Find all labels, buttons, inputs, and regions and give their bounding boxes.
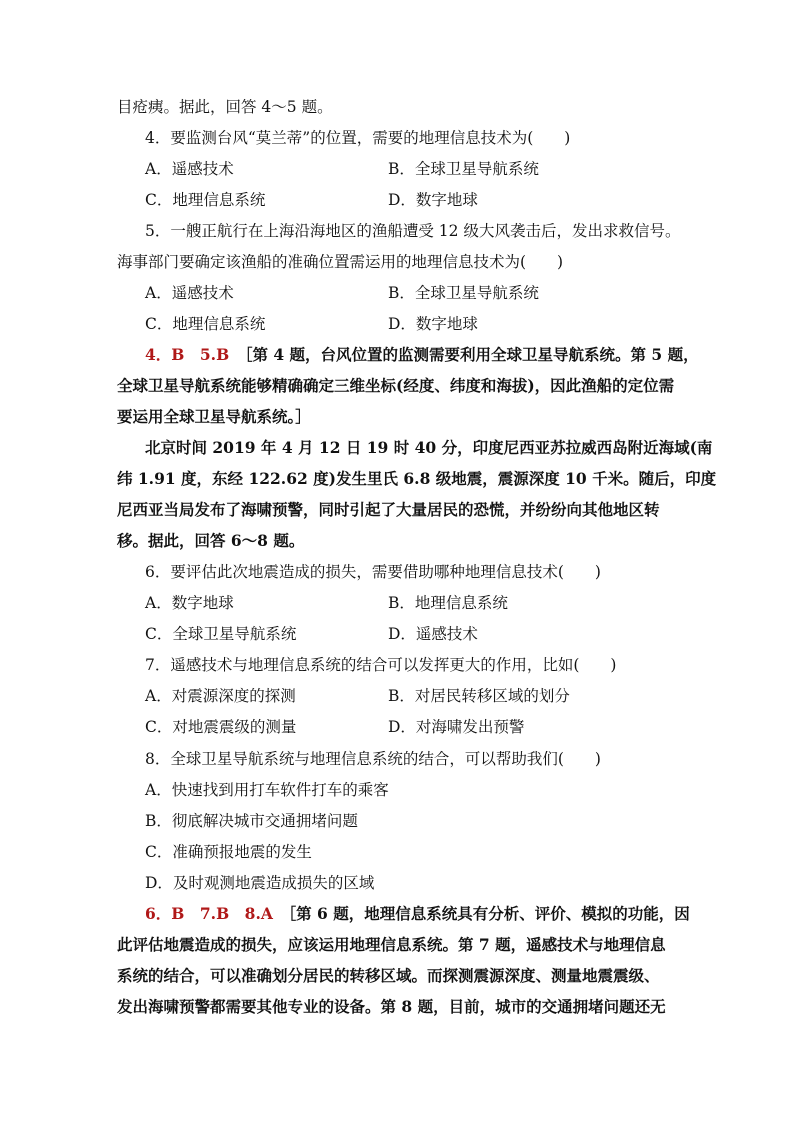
- option-4a: A．遥感技术: [145, 160, 234, 178]
- answer-explanation-6-8-start: ［第 6 题，地理信息系统具有分析、评价、模拟的功能，因: [288, 904, 690, 923]
- option-8d: D．及时观测地震造成损失的区域: [145, 874, 375, 892]
- option-5d: D．数字地球: [388, 315, 478, 333]
- answer-6-8-line-4: 发出海啸预警都需要其他专业的设备。第 8 题，目前，城市的交通拥堵问题还无: [117, 997, 666, 1016]
- passage-2-line-2: 纬 1.91 度，东经 122.62 度)发生里氏 6.8 级地震，震源深度 10 千米。随后，印度: [117, 469, 717, 488]
- question-5-line-2: 海事部门要确定该渔船的准确位置需运用的地理信息技术为( ): [117, 253, 564, 271]
- option-8c: C．准确预报地震的发生: [145, 843, 312, 861]
- question-6: 6．要评估此次地震造成的损失，需要借助哪种地理信息技术( ): [145, 563, 601, 581]
- question-7: 7．遥感技术与地理信息系统的结合可以发挥更大的作用，比如( ): [145, 656, 617, 674]
- answer-key-4-5: 4．B 5.B: [145, 345, 230, 364]
- option-7a: A．对震源深度的探测: [145, 687, 296, 705]
- passage-2-line-4: 移。据此，回答 6～8 题。: [117, 531, 305, 550]
- option-6b: B．地理信息系统: [388, 594, 508, 612]
- option-5b: B．全球卫星导航系统: [388, 284, 539, 302]
- passage-2-line-3: 尼西亚当局发布了海啸预警，同时引起了大量居民的恐慌，并纷纷向其他地区转: [117, 500, 660, 519]
- answer-4-5-line-1: [145, 344, 705, 366]
- option-5c: C．地理信息系统: [145, 315, 266, 333]
- passage-2-line-1: 北京时间 2019 年 4 月 12 日 19 时 40 分，印度尼西亚苏拉威西岛附近海域(南: [145, 438, 713, 457]
- option-4c: C．地理信息系统: [145, 191, 266, 209]
- question-8: 8．全球卫星导航系统与地理信息系统的结合，可以帮助我们( ): [145, 750, 601, 768]
- question-4: 4．要监测台风“莫兰蒂”的位置，需要的地理信息技术为( ): [145, 129, 571, 147]
- answer-6-8-line-3: 系统的结合，可以准确划分居民的转移区域。而探测震源深度、测量地震震级、: [117, 966, 660, 985]
- option-6d: D．遥感技术: [388, 625, 478, 643]
- option-7b: B．对居民转移区域的划分: [388, 687, 570, 705]
- option-4d: D．数字地球: [388, 191, 478, 209]
- option-6a: A．数字地球: [145, 594, 234, 612]
- option-7c: C．对地震震级的测量: [145, 718, 297, 736]
- option-8b: B．彻底解决城市交通拥堵问题: [145, 812, 358, 830]
- answer-6-8-line-2: 此评估地震造成的损失，应该运用地理信息系统。第 7 题，遥感技术与地理信息: [117, 935, 666, 954]
- option-8a: A．快速找到用打车软件打车的乘客: [145, 781, 389, 799]
- answer-4-5-line-3: 要运用全球卫星导航系统。］: [117, 407, 311, 426]
- option-4b: B．全球卫星导航系统: [388, 160, 539, 178]
- question-5-line-1: 5．一艘正航行在上海沿海地区的渔船遭受 12 级大风袭击后，发出求救信号。: [145, 222, 681, 240]
- option-6c: C．全球卫星导航系统: [145, 625, 297, 643]
- answer-4-5-line-2: 全球卫星导航系统能够精确确定三维坐标(经度、纬度和海拔)，因此渔船的定位需: [117, 376, 675, 395]
- answer-key-6-8: 6．B 7.B 8.A: [145, 904, 273, 923]
- answer-6-8-line-1: [145, 903, 705, 925]
- intro-tail: 目疮痍。据此，回答 4～5 题。: [117, 98, 333, 116]
- answer-explanation-4-5-start: ［第 4 题，台风位置的监测需要利用全球卫星导航系统。第 5 题，: [244, 345, 699, 364]
- option-5a: A．遥感技术: [145, 284, 234, 302]
- option-7d: D．对海啸发出预警: [388, 718, 525, 736]
